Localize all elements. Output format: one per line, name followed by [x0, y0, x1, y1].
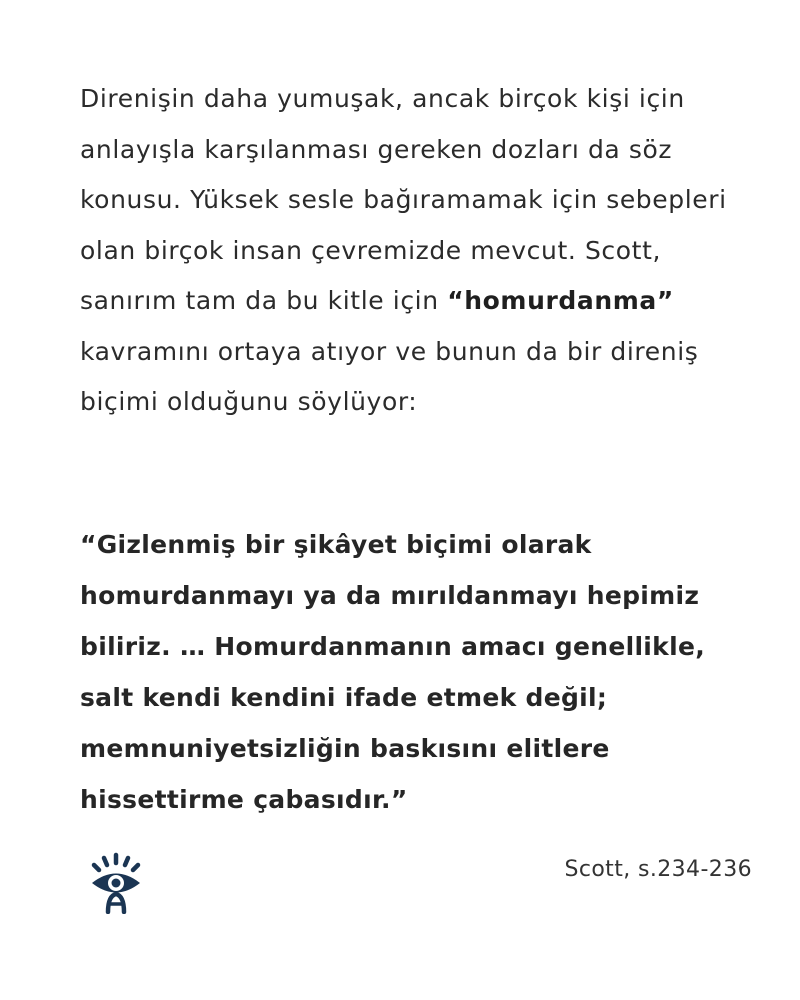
- eye-logo-icon: [88, 852, 144, 914]
- citation: Scott, s.234-236: [564, 857, 752, 882]
- block-quote: “Gizlenmiş bir şikâyet biçimi olarak homurdanmayı ya da mırıldanmayı hepimiz biliriz. … Homurdanmanın amacı genellikle, salt kendi kendini ifade etmek değil; memnuniyetsizliğin baskısını elitlere hissettirme çabasıdır.”: [80, 530, 706, 814]
- intro-text-end: kavramını ortaya atıyor ve bunun da bir direniş biçimi olduğunu söylüyor:: [80, 336, 699, 416]
- intro-text-start: Direnişin daha yumuşak, ancak birçok kişi için anlayışla karşılanması gereken dozları da söz konusu. Yüksek sesle bağıramamak için sebepleri olan birçok insan çevremizde mevcut. Scott, sanırım tam da bu kitle için: [80, 84, 727, 315]
- intro-bold-term: “homurdanma”: [447, 286, 674, 315]
- intro-paragraph: [80, 74, 740, 428]
